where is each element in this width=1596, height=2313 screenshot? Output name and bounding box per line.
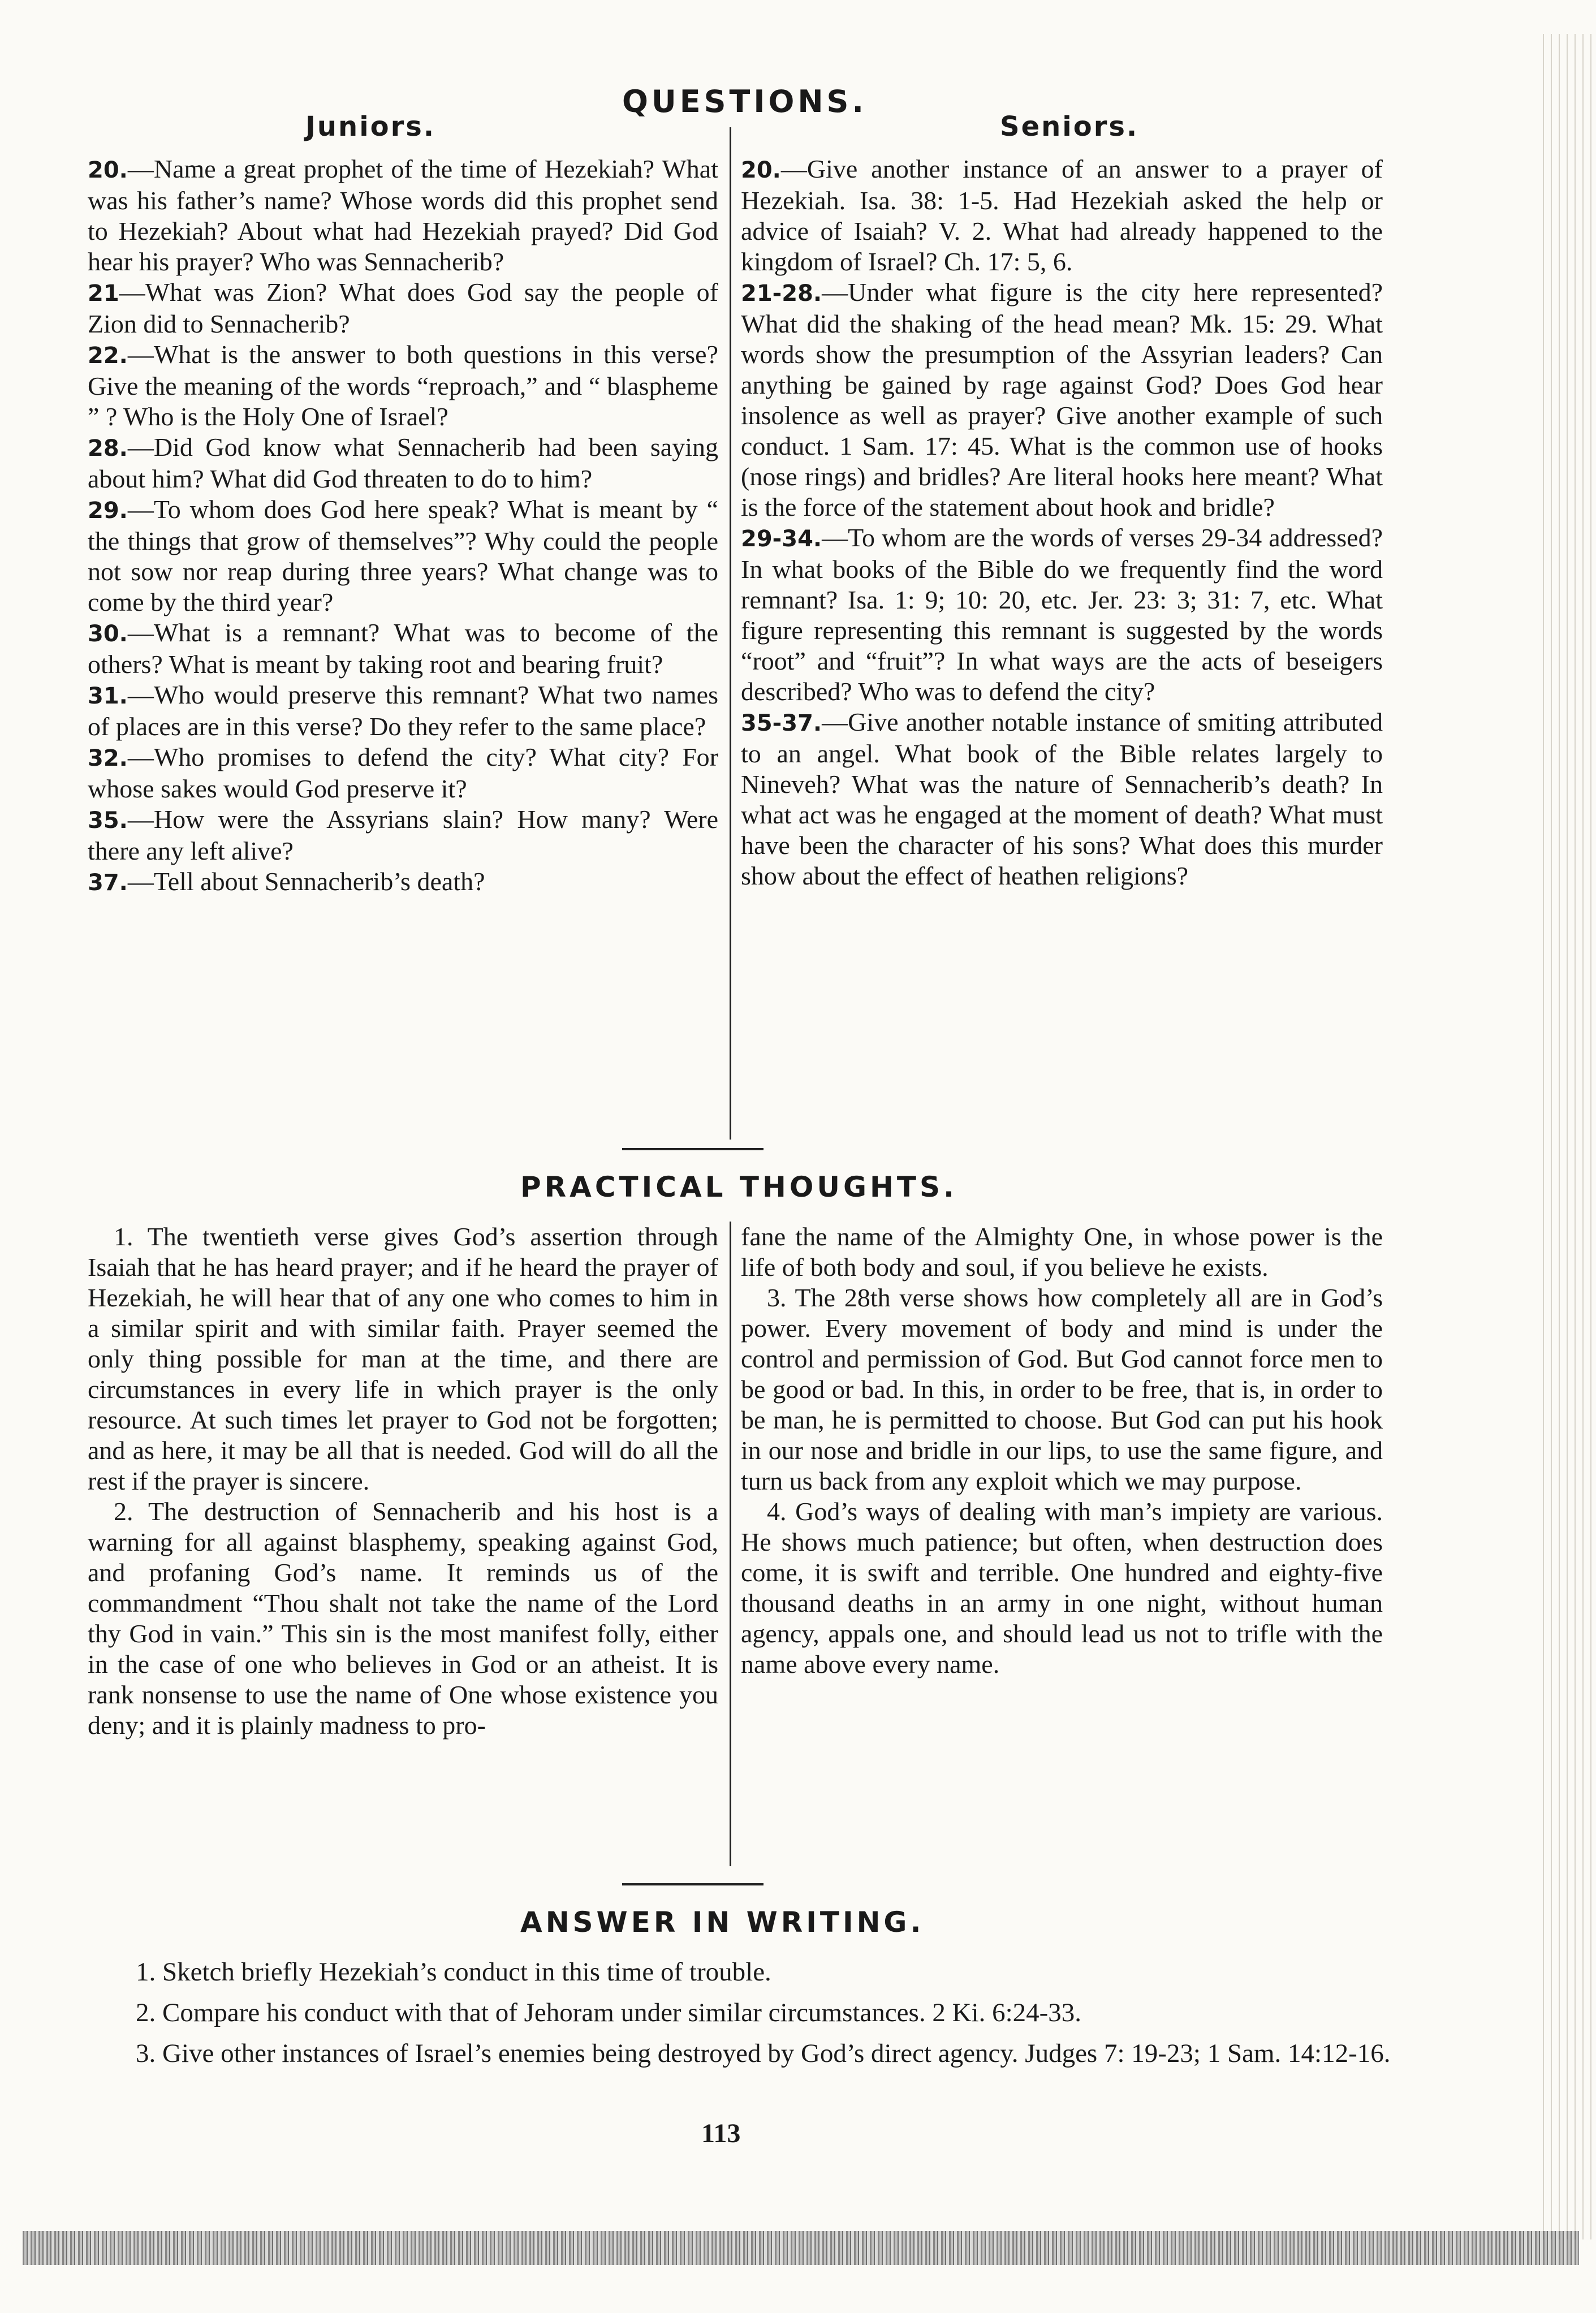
practical-paragraph: 3. The 28th verse shows how completely all are in God’s power. Every movement of body and mind is under the control and permission of God. But God cannot force men to be good or bad. In this, in order to be free, that is, in order to be man, he is permitted to choose. But God can put his hook in our nose and bridle in our lips, to use the same figure, and turn us back from any exploit which we may purpose. bbox=[741, 1283, 1383, 1495]
page-number: 113 bbox=[701, 2118, 741, 2148]
juniors-question: 20.—Name a great prophet of the time of Hezekiah? What was his father’s name? Whose words did this prophet send to Hezekiah? About what had Hezekiah prayed? Did God hear his prayer? Who was Sennacherib? bbox=[88, 154, 718, 276]
scan-bottom-band bbox=[23, 2231, 1579, 2265]
answer-in-writing-list bbox=[85, 1956, 1391, 2078]
practical-paragraph: fane the name of the Almighty One, in whose power is the life of both body and soul, if you believe he exists. bbox=[741, 1222, 1383, 1281]
seniors-question: 20.—Give another instance of an answer to a prayer of Hezekiah. Isa. 38: 1-5. Had Hezekiah asked the help or advice of Isaiah? V. 2. What had already happened to the kingdom of Israel? Ch. 17: 5, 6. bbox=[741, 154, 1383, 276]
juniors-question: 28.—Did God know what Sennacherib had been saying about him? What did God threaten to do to him? bbox=[88, 433, 718, 493]
practical-column-rule bbox=[730, 1222, 731, 1866]
seniors-question: 21-28.—Under what figure is the city here represented? What did the shaking of the head mean? Mk. 15: 29. What words show the presumption of the Assyrian leaders? Can anything be gained by rage against God? Does God hear insolence as well as prayer? Give another example of such conduct. 1 Sam. 17: 45. What is the common use of hooks (nose rings) and bridles? Are literal hooks here meant? What is the force of the statement about hook and bridle? bbox=[741, 278, 1383, 521]
writing-item: 2. Compare his conduct with that of Jehoram under similar circumstances. 2 Ki. 6:24-33. bbox=[136, 1998, 1082, 2027]
juniors-question: 32.—Who promises to defend the city? What city? For whose sakes would God preserve it? bbox=[88, 743, 718, 803]
questions-heading: QUESTIONS. bbox=[622, 84, 867, 119]
juniors-question: 31.—Who would preserve this remnant? What two names of places are in this verse? Do they refer to the same place? bbox=[88, 680, 718, 741]
section-rule bbox=[622, 1148, 764, 1150]
practical-paragraph: 4. God’s ways of dealing with man’s impiety are various. He shows much patience; but often, when destruction does come, it is swift and terrible. One hundred and eighty-five thousand deaths in an army in one night, without human agency, appals one, and should lead us not to trifle with the name above every name. bbox=[741, 1497, 1383, 1678]
scan-edge-texture bbox=[1539, 34, 1596, 2239]
practical-paragraph: 1. The twentieth verse gives God’s assertion through Isaiah that he has heard prayer; and if he heard the prayer of Hezekiah, he will hear that of any one who comes to him in a similar spirit and with similar faith. Prayer seemed the only thing possible for man at the time, and there are circumstances in every life in which prayer is the only resource. At such times let prayer to God not be forgotten; and as here, it may be all that is needed. God will do all the rest if the prayer is sincere. bbox=[88, 1222, 718, 1495]
practical-left-column bbox=[88, 1222, 718, 1741]
writing-item: 1. Sketch briefly Hezekiah’s conduct in this time of trouble. bbox=[136, 1957, 771, 1987]
seniors-question: 35-37.—Give another notable instance of smiting attributed to an angel. What book of the Bible relates largely to Nineveh? What was the nature of Sennacherib’s death? In what act was he engaged at the moment of death? What must have been the character of his sons? What does this murder show about the effect of heathen religions? bbox=[741, 707, 1383, 890]
seniors-heading: Seniors. bbox=[1000, 111, 1139, 143]
juniors-question: 30.—What is a remnant? What was to become of the others? What is meant by taking root and bearing fruit? bbox=[88, 618, 718, 679]
questions-column-rule bbox=[730, 127, 731, 1140]
answer-in-writing-heading: ANSWER IN WRITING. bbox=[520, 1906, 925, 1939]
juniors-question: 35.—How were the Assyrians slain? How many? Were there any left alive? bbox=[88, 805, 718, 865]
writing-item: 3. Give other instances of Israel’s enemies being destroyed by God’s direct agency. Judges 7: 19-23; 1 Sam. 14:12-16. bbox=[136, 2039, 1391, 2068]
practical-right-column bbox=[741, 1222, 1383, 1680]
section-rule bbox=[622, 1883, 764, 1885]
juniors-question: 37.—Tell about Sennacherib’s death? bbox=[88, 867, 485, 896]
juniors-question: 22.—What is the answer to both questions in this verse? Give the meaning of the words “reproach,” and “ blaspheme ” ? Who is the Holy One of Israel? bbox=[88, 340, 718, 431]
practical-thoughts-heading: PRACTICAL THOUGHTS. bbox=[520, 1171, 957, 1203]
practical-paragraph: 2. The destruction of Sennacherib and his host is a warning for all against blasphemy, speaking against God, and profaning God’s name. It reminds us of the commandment “Thou shalt not take the name of the Lord thy God in vain.” This sin is the most manifest folly, either in the case of one who believes in God or an atheist. It is rank nonsense to use the name of One whose existence you deny; and it is plainly madness to pro- bbox=[88, 1497, 718, 1740]
juniors-question: 21—What was Zion? What does God say the people of Zion did to Sennacherib? bbox=[88, 278, 718, 338]
juniors-questions bbox=[88, 154, 718, 898]
seniors-questions bbox=[741, 154, 1383, 891]
juniors-heading: Juniors. bbox=[305, 111, 436, 143]
juniors-question: 29.—To whom does God here speak? What is meant by “ the things that grow of themselves”? Why could the people not sow nor reap during three years? What change was to come by the third year? bbox=[88, 495, 718, 616]
seniors-question: 29-34.—To whom are the words of verses 29-34 addressed? In what books of the Bible do we frequently find the word remnant? Isa. 1: 9; 10: 20, etc. Jer. 23: 3; 31: 7, etc. What figure representing this remnant is suggested by the words “root” and “fruit”? In what ways are the acts of beseigers described? Who was to defend the city? bbox=[741, 523, 1383, 706]
